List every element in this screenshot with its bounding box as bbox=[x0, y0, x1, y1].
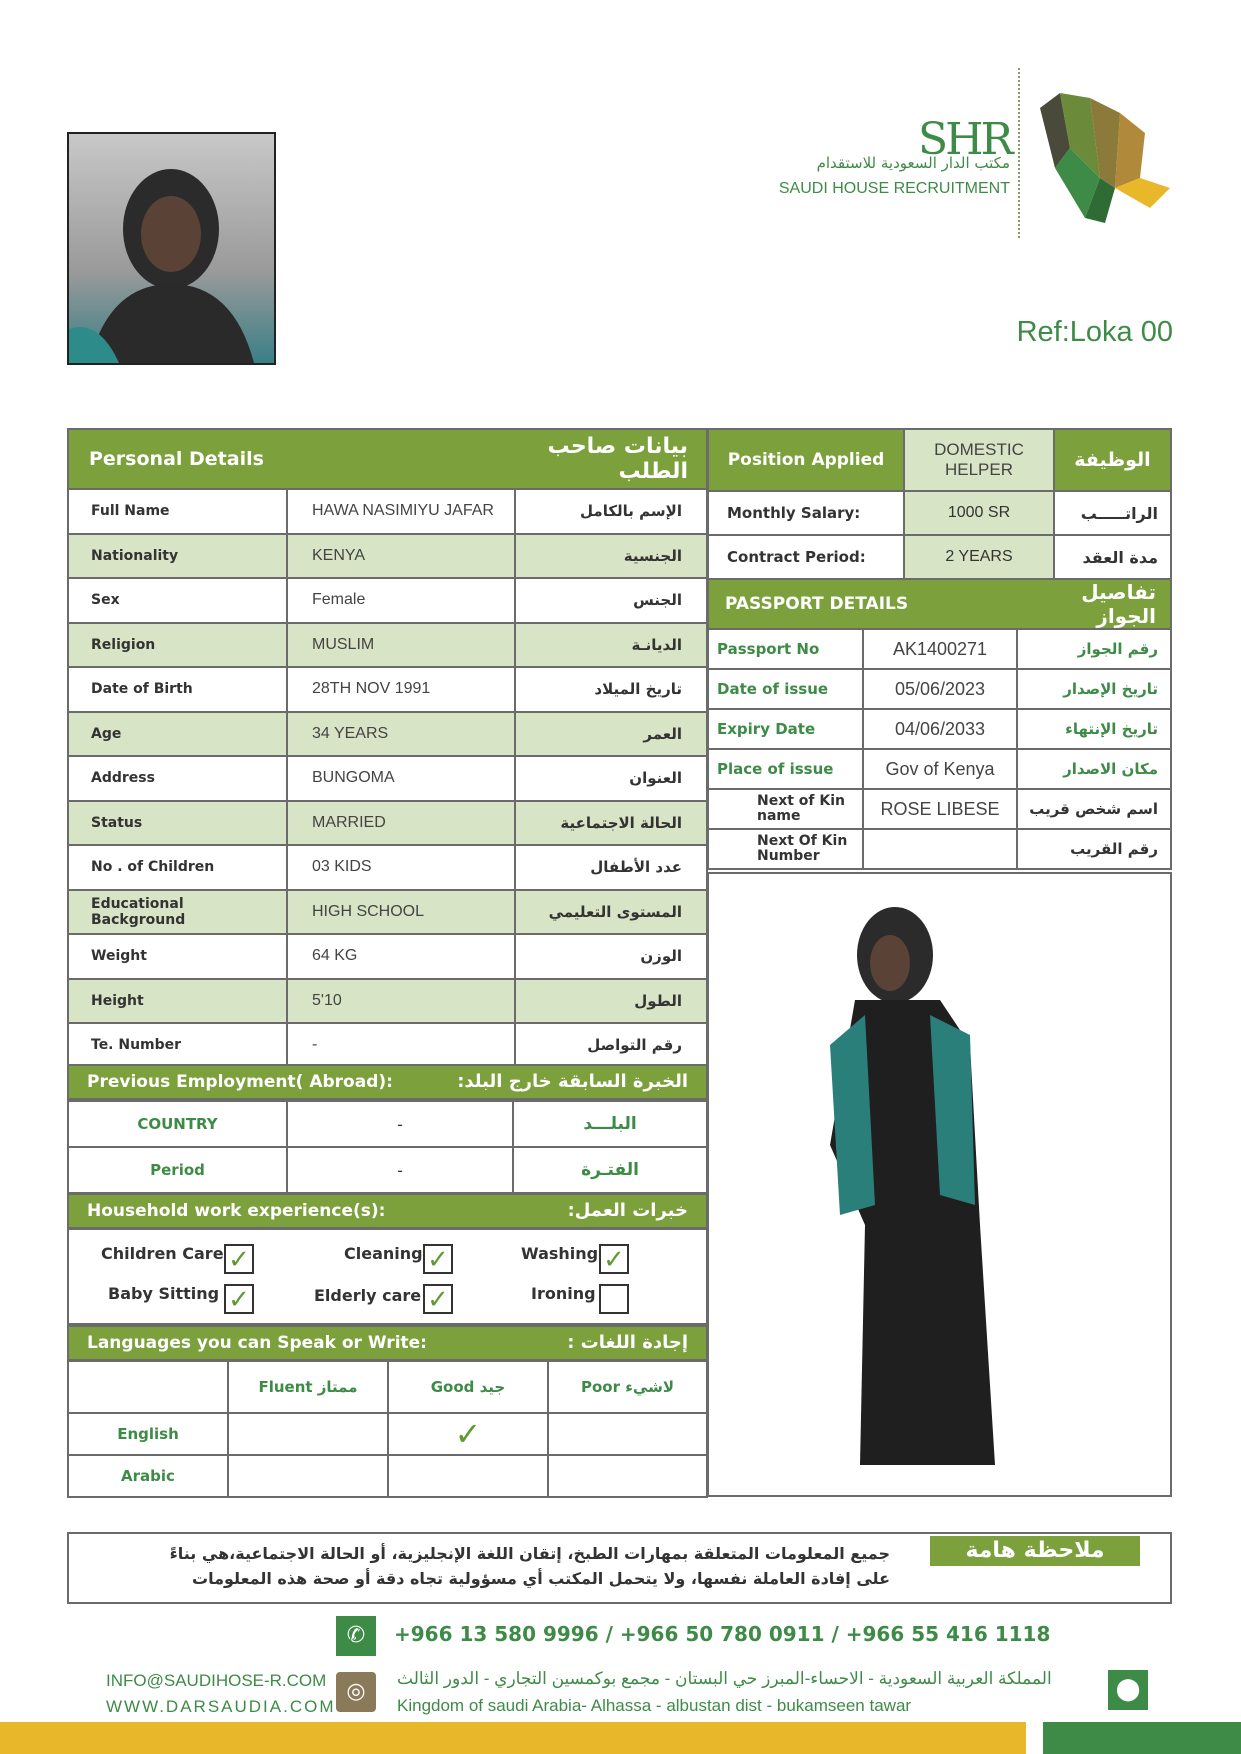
website-link[interactable]: WWW.DARSAUDIA.COM bbox=[106, 1697, 336, 1716]
field-label: Educational Background bbox=[68, 890, 287, 935]
note-badge: ملاحظة هامة bbox=[930, 1536, 1140, 1566]
location-pin-icon: ⬤ bbox=[1108, 1670, 1148, 1710]
reference-number: Ref:Loka 00 bbox=[1016, 316, 1173, 348]
field-label-ar: الطول bbox=[515, 979, 707, 1024]
globe-icon: ◎ bbox=[336, 1672, 376, 1712]
table-row bbox=[68, 1147, 707, 1193]
field-value bbox=[863, 829, 1017, 869]
field-label: Contract Period: bbox=[708, 535, 904, 579]
field-value: 1000 SR bbox=[904, 491, 1054, 535]
field-label: Next of Kin name bbox=[708, 789, 863, 829]
position-applied-title: Position Applied bbox=[708, 429, 904, 491]
field-value: HIGH SCHOOL bbox=[287, 890, 515, 935]
check-icon: ✓ bbox=[427, 1245, 449, 1275]
table-row bbox=[68, 934, 707, 979]
field-label-ar: مدة العقد bbox=[1054, 535, 1171, 579]
level-cell bbox=[388, 1413, 548, 1455]
field-label: Full Name bbox=[68, 489, 287, 534]
position-title-ar: الوظيفة bbox=[1054, 429, 1171, 491]
company-logo bbox=[778, 64, 1180, 244]
field-label-ar: تاريخ الميلاد bbox=[515, 667, 707, 712]
field-value: ROSE LIBESE bbox=[863, 789, 1017, 829]
field-value: - bbox=[287, 1023, 515, 1068]
field-label-ar: رقم القريب bbox=[1017, 829, 1171, 869]
table-row bbox=[708, 749, 1171, 789]
field-label-ar: الإسم بالكامل bbox=[515, 489, 707, 534]
languages-table bbox=[67, 1360, 708, 1498]
field-label-ar: الفتـرة bbox=[513, 1147, 707, 1193]
level-cell bbox=[228, 1413, 388, 1455]
table-row bbox=[68, 1023, 707, 1068]
applicant-portrait-photo bbox=[67, 132, 276, 365]
field-value: 05/06/2023 bbox=[863, 669, 1017, 709]
previous-employment-table bbox=[67, 1100, 708, 1194]
footer-bar-yellow bbox=[0, 1722, 1026, 1754]
table-row bbox=[708, 789, 1171, 829]
table-row bbox=[68, 578, 707, 623]
skill-checkbox[interactable] bbox=[224, 1284, 254, 1314]
previous-employment-title-ar: الخبرة السابقة خارج البلد: bbox=[457, 1071, 688, 1092]
language-name: Arabic bbox=[68, 1455, 228, 1497]
field-label-ar: مكان الاصدار bbox=[1017, 749, 1171, 789]
skill-checkbox[interactable] bbox=[423, 1244, 453, 1274]
check-icon: ✓ bbox=[454, 1415, 482, 1453]
skill-checkbox[interactable] bbox=[423, 1284, 453, 1314]
field-value: MUSLIM bbox=[287, 623, 515, 668]
table-row bbox=[708, 491, 1171, 535]
level-cell bbox=[548, 1455, 707, 1497]
field-label: Period bbox=[68, 1147, 287, 1193]
field-label-ar: الحالة الاجتماعية bbox=[515, 801, 707, 846]
field-value: 2 YEARS bbox=[904, 535, 1054, 579]
level-cell bbox=[548, 1413, 707, 1455]
field-label-ar: الراتـــــب bbox=[1054, 491, 1171, 535]
field-value: 04/06/2033 bbox=[863, 709, 1017, 749]
skill-checkbox[interactable] bbox=[599, 1244, 629, 1274]
table-row bbox=[68, 1361, 707, 1413]
logo-mark: SHR bbox=[918, 114, 1011, 165]
check-icon: ✓ bbox=[427, 1285, 449, 1315]
phone-icon: ✆ bbox=[336, 1616, 376, 1656]
table-row bbox=[708, 669, 1171, 709]
important-note bbox=[67, 1532, 1172, 1604]
level-header-poor: Poor لاشيء bbox=[548, 1361, 707, 1413]
level-cell bbox=[228, 1455, 388, 1497]
skill-checkbox[interactable] bbox=[224, 1244, 254, 1274]
field-label-ar: تاريخ الإنتهاء bbox=[1017, 709, 1171, 749]
check-icon: ✓ bbox=[228, 1285, 250, 1315]
field-label: Address bbox=[68, 756, 287, 801]
passport-details-table bbox=[707, 578, 1172, 870]
language-name: English bbox=[68, 1413, 228, 1455]
skill-label: Elderly care bbox=[314, 1286, 422, 1305]
field-value: KENYA bbox=[287, 534, 515, 579]
personal-details-table bbox=[67, 428, 708, 1069]
field-value: - bbox=[287, 1101, 513, 1147]
table-row bbox=[68, 845, 707, 890]
field-label: Monthly Salary: bbox=[708, 491, 904, 535]
table-row bbox=[68, 712, 707, 757]
table-row bbox=[68, 534, 707, 579]
field-value: 28TH NOV 1991 bbox=[287, 667, 515, 712]
field-label: Nationality bbox=[68, 534, 287, 579]
field-label: Place of issue bbox=[708, 749, 863, 789]
level-header-fluent: Fluent ممتاز bbox=[228, 1361, 388, 1413]
field-label: Age bbox=[68, 712, 287, 757]
empty-cell bbox=[68, 1361, 228, 1413]
position-applied-value: DOMESTIC HELPER bbox=[904, 429, 1054, 491]
field-label-ar: تاريخ الإصدار bbox=[1017, 669, 1171, 709]
applicant-full-body-photo bbox=[820, 905, 1010, 1465]
field-value: - bbox=[287, 1147, 513, 1193]
saudi-map-icon bbox=[1030, 88, 1180, 228]
previous-employment-title: Previous Employment( Abroad): bbox=[87, 1072, 393, 1092]
personal-details-title: Personal Details bbox=[68, 429, 515, 489]
table-row bbox=[68, 667, 707, 712]
field-label-ar: العنوان bbox=[515, 756, 707, 801]
field-label-ar: الديانـة bbox=[515, 623, 707, 668]
field-value: 64 KG bbox=[287, 934, 515, 979]
field-value: 34 YEARS bbox=[287, 712, 515, 757]
passport-details-title: PASSPORT DETAILS bbox=[708, 579, 1017, 629]
field-label-ar: رقم التواصل bbox=[515, 1023, 707, 1068]
household-bar bbox=[67, 1193, 708, 1229]
field-label: Sex bbox=[68, 578, 287, 623]
field-label: Date of issue bbox=[708, 669, 863, 709]
table-row bbox=[68, 1413, 707, 1455]
address-english: Kingdom of saudi Arabia- Alhassa - albustan dist - bukamseen tawar bbox=[397, 1696, 912, 1715]
logo-divider bbox=[1018, 68, 1020, 238]
field-value: HAWA NASIMIYU JAFAR bbox=[287, 489, 515, 534]
field-label-ar: البلـــد bbox=[513, 1101, 707, 1147]
field-label: Religion bbox=[68, 623, 287, 668]
languages-bar bbox=[67, 1325, 708, 1361]
table-row bbox=[68, 801, 707, 846]
field-label: Te. Number bbox=[68, 1023, 287, 1068]
languages-title: Languages you can Speak or Write: bbox=[87, 1333, 427, 1353]
table-row bbox=[708, 829, 1171, 869]
field-label-ar: الجنسية bbox=[515, 534, 707, 579]
table-row bbox=[68, 979, 707, 1024]
skill-label: Children Care bbox=[101, 1244, 224, 1263]
field-label: Status bbox=[68, 801, 287, 846]
field-label-ar: عدد الأطفال bbox=[515, 845, 707, 890]
level-header-good: Good جيد bbox=[388, 1361, 548, 1413]
address-arabic: المملكة العربية السعودية - الاحساء-المبرز حي البستان - مجمع بوكمسين التجاري - الدور الثالث bbox=[397, 1669, 1052, 1688]
languages-title-ar: إجادة اللغات : bbox=[567, 1332, 688, 1353]
field-value: BUNGOMA bbox=[287, 756, 515, 801]
field-label: No . of Children bbox=[68, 845, 287, 890]
skill-label: Ironing bbox=[531, 1284, 596, 1303]
table-row bbox=[68, 623, 707, 668]
skill-label: Baby Sitting bbox=[108, 1284, 220, 1303]
table-row bbox=[708, 709, 1171, 749]
field-value: 5'10 bbox=[287, 979, 515, 1024]
check-icon: ✓ bbox=[228, 1245, 250, 1275]
field-label-ar: رقم الجواز bbox=[1017, 629, 1171, 669]
field-value: Gov of Kenya bbox=[863, 749, 1017, 789]
field-label: Date of Birth bbox=[68, 667, 287, 712]
field-label: Next Of Kin Number bbox=[708, 829, 863, 869]
footer-bar-green bbox=[1043, 1722, 1241, 1754]
note-line-2: على إفادة العاملة نفسها، ولا يتحمل المكتب أي مسؤولية تجاه دقة أو صحة هذه المعلومات bbox=[192, 1569, 890, 1588]
logo-english-name: SAUDI HOUSE RECRUITMENT bbox=[778, 180, 1010, 197]
personal-details-title-ar: بيانات صاحب الطلب bbox=[515, 429, 707, 489]
field-label: Passport No bbox=[708, 629, 863, 669]
field-label-ar: المستوى التعليمي bbox=[515, 890, 707, 935]
field-value: MARRIED bbox=[287, 801, 515, 846]
previous-employment-bar bbox=[67, 1064, 708, 1100]
field-label-ar: الجنس bbox=[515, 578, 707, 623]
table-row bbox=[68, 756, 707, 801]
table-row bbox=[68, 1455, 707, 1497]
field-label: Expiry Date bbox=[708, 709, 863, 749]
household-skills-panel bbox=[67, 1228, 708, 1325]
field-label: Height bbox=[68, 979, 287, 1024]
skill-label: Cleaning bbox=[344, 1244, 423, 1263]
field-value: Female bbox=[287, 578, 515, 623]
field-label-ar: الوزن bbox=[515, 934, 707, 979]
table-row bbox=[708, 535, 1171, 579]
field-label-ar: اسم شخص قريب bbox=[1017, 789, 1171, 829]
table-row bbox=[68, 890, 707, 935]
table-row bbox=[68, 489, 707, 534]
note-line-1: جميع المعلومات المتعلقة بمهارات الطبخ، إتقان اللغة الإنجليزية، أو الحالة الاجتماعية،هي بناءً bbox=[169, 1544, 890, 1563]
check-icon: ✓ bbox=[603, 1245, 625, 1275]
skill-checkbox[interactable] bbox=[599, 1284, 629, 1314]
email-link[interactable]: INFO@SAUDIHOSE-R.COM bbox=[106, 1671, 327, 1690]
field-label-ar: العمر bbox=[515, 712, 707, 757]
skill-label: Washing bbox=[521, 1244, 599, 1263]
field-label: Weight bbox=[68, 934, 287, 979]
level-cell bbox=[388, 1455, 548, 1497]
phone-numbers: +966 13 580 9996 / +966 50 780 0911 / +966 55 416 1118 bbox=[394, 1622, 1051, 1646]
household-title-ar: خبرات العمل: bbox=[567, 1200, 688, 1221]
field-value: 03 KIDS bbox=[287, 845, 515, 890]
table-row bbox=[708, 629, 1171, 669]
field-label: COUNTRY bbox=[68, 1101, 287, 1147]
logo-arabic-name: مكتب الدار السعودية للاستقدام bbox=[816, 154, 1010, 172]
household-title: Household work experience(s): bbox=[87, 1201, 386, 1221]
field-value: AK1400271 bbox=[863, 629, 1017, 669]
table-row bbox=[68, 1101, 707, 1147]
position-table bbox=[707, 428, 1172, 580]
passport-details-title-ar: تفاصيل الجواز bbox=[1017, 579, 1171, 629]
